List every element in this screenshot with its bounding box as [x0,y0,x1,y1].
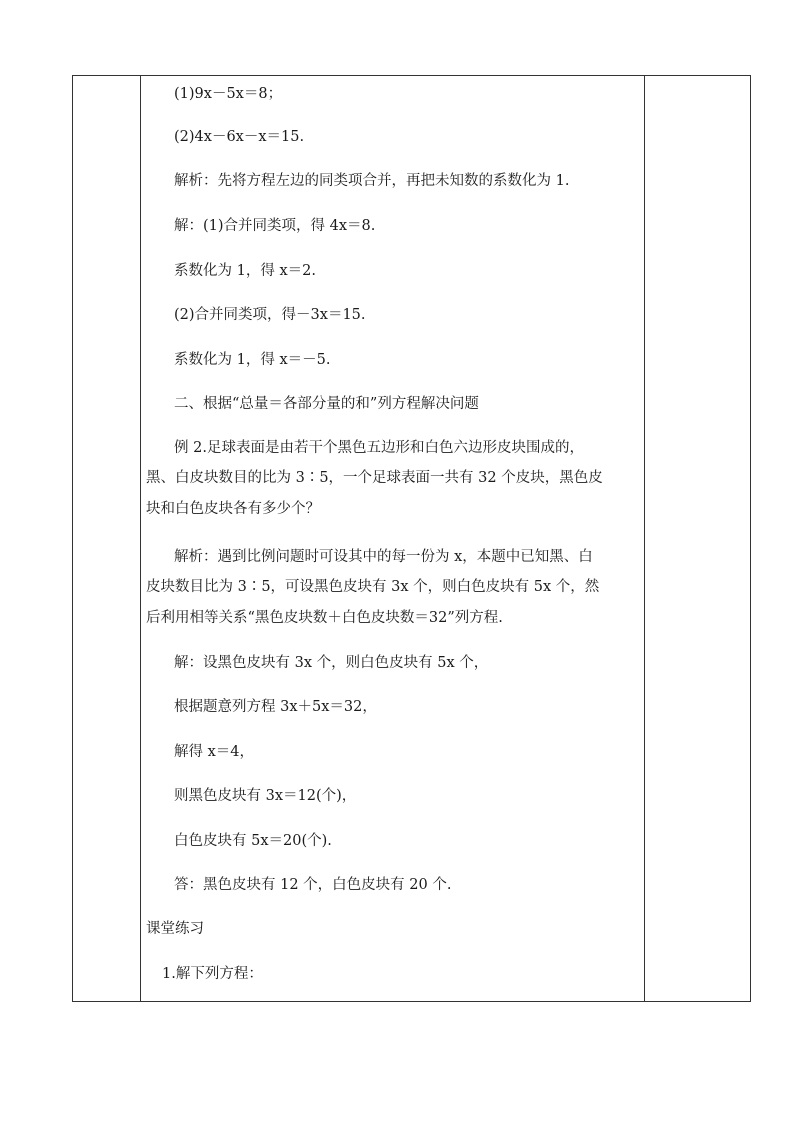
solution-step-1: 解：(1)合并同类项，得 4x＝8. [174,218,376,234]
column-divider-right [644,76,645,1001]
section-heading-2: 二、根据“总量＝各部分量的和”列方程解决问题 [174,396,479,412]
solution-step-3: (2)合并同类项，得－3x＝15. [174,307,366,323]
solution-2-line-1: 解：设黑色皮块有 3x 个，则白色皮块有 5x 个， [174,655,489,671]
example-2-line-3: 块和白色皮块各有多少个？ [146,501,320,517]
solution-2-line-5: 白色皮块有 5x＝20(个). [174,833,332,849]
practice-heading: 课堂练习 [146,921,204,937]
solution-2-line-4: 则黑色皮块有 3x＝12(个)， [174,788,357,804]
analysis-2-line-2: 皮块数目比为 3∶5，可设黑色皮块有 3x 个，则白色皮块有 5x 个，然 [146,579,600,595]
solution-2-line-3: 解得 x＝4， [174,744,255,760]
column-divider-left [140,76,141,1001]
analysis-2-line-3: 后利用相等关系“黑色皮块数＋白色皮块数＝32”列方程. [146,610,503,626]
analysis-2-line-1: 解析：遇到比例问题时可设其中的每一份为 x，本题中已知黑、白 [174,549,593,565]
solution-step-2: 系数化为 1，得 x＝2. [174,263,316,279]
equation-1: (1)9x－5x＝8； [174,86,283,102]
answer-line: 答：黑色皮块有 12 个，白色皮块有 20 个. [174,877,452,893]
example-2-line-1: 例 2.足球表面是由若干个黑色五边形和白色六边形皮块围成的， [174,440,584,456]
solution-2-line-2: 根据题意列方程 3x＋5x＝32， [174,699,377,715]
example-2-line-2: 黑、白皮块数目的比为 3∶5，一个足球表面一共有 32 个皮块，黑色皮 [146,470,603,486]
solution-step-4: 系数化为 1，得 x＝－5. [174,352,331,368]
practice-item-1: 1.解下列方程： [162,966,263,982]
equation-2: (2)4x－6x－x＝15. [174,129,305,145]
analysis-1: 解析：先将方程左边的同类项合并，再把未知数的系数化为 1. [174,173,570,189]
